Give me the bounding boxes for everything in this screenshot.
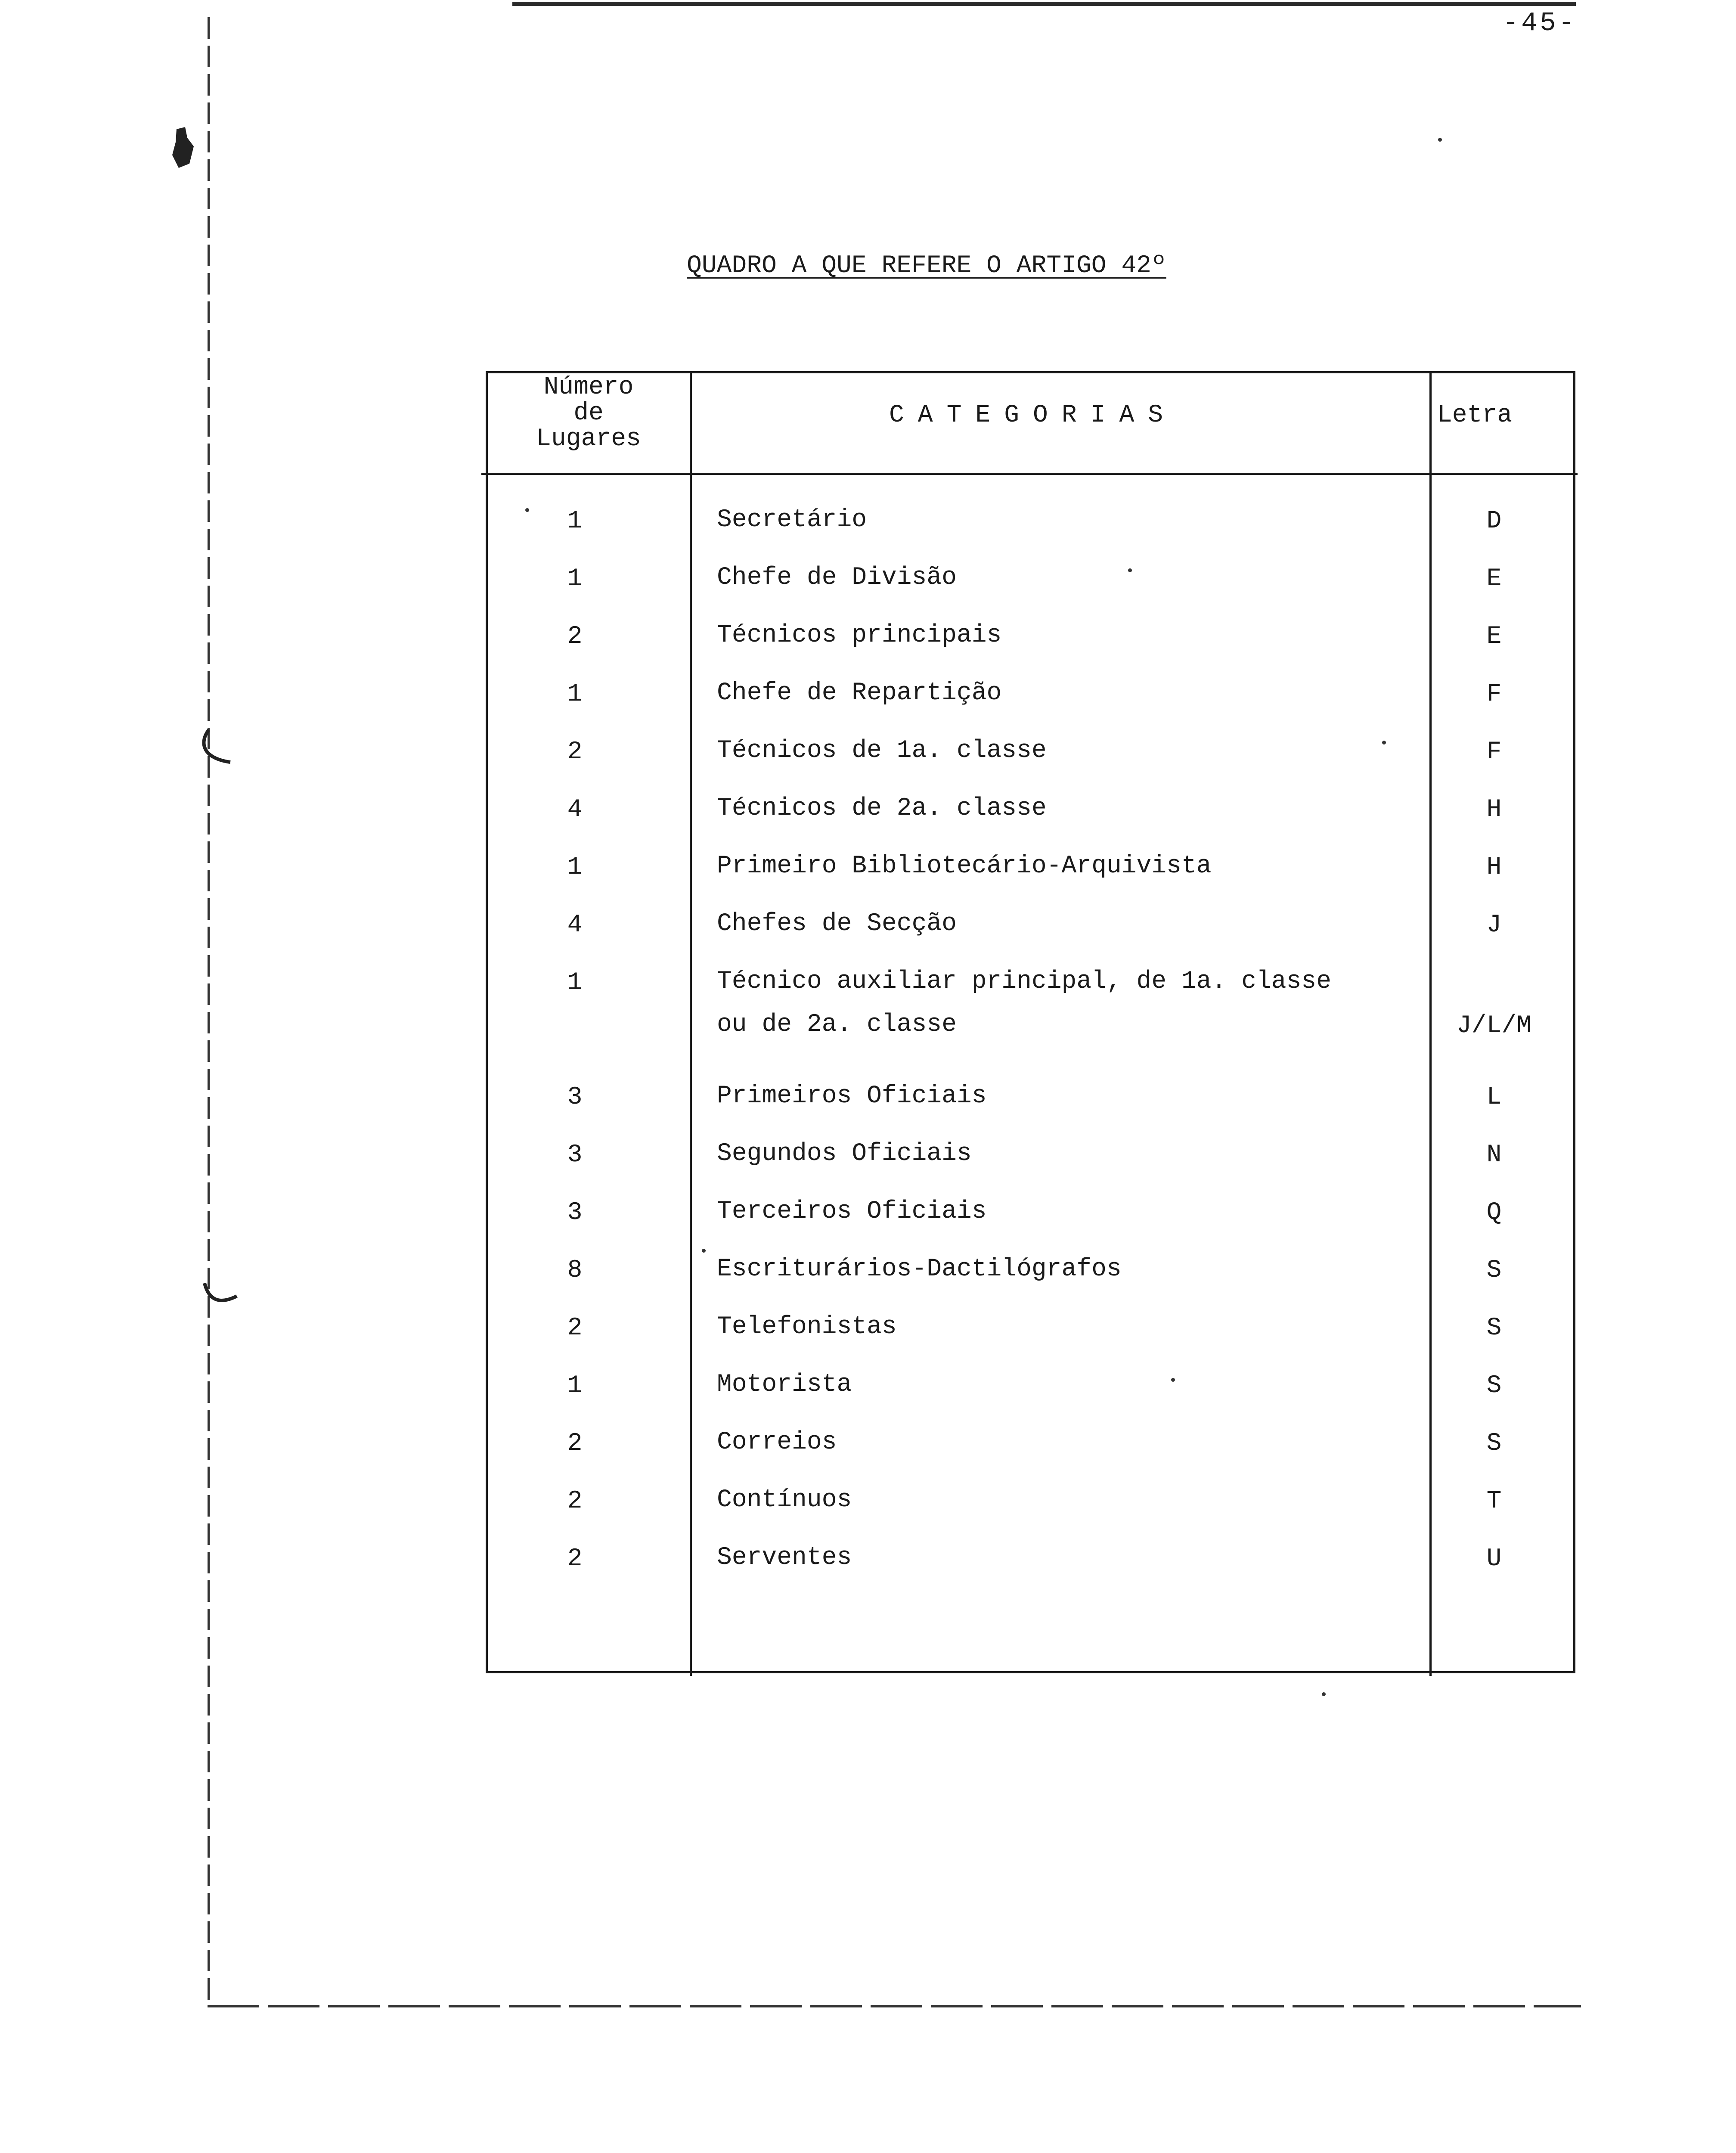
table-row <box>0 1314 1736 1366</box>
cell-category: Escriturários-Dactilógrafos <box>717 1255 1122 1283</box>
cell-letter: H <box>1486 796 1502 824</box>
table-row <box>0 796 1736 847</box>
cell-letter: E <box>1486 623 1502 651</box>
table-row <box>0 853 1736 905</box>
cell-letter: S <box>1486 1314 1502 1342</box>
cell-places: 2 <box>567 1314 583 1342</box>
cell-letter: J <box>1486 911 1502 939</box>
cell-category: Secretário <box>717 506 867 534</box>
header-rule <box>481 473 1578 475</box>
header-places: Número de Lugares <box>536 373 641 453</box>
cell-category: Motorista <box>717 1371 852 1399</box>
cell-category: Técnico auxiliar principal, de 1a. classe ou de 2a. classe <box>717 968 1332 1039</box>
cell-category: Técnicos de 1a. classe <box>717 737 1047 765</box>
cell-places: 4 <box>567 796 583 824</box>
table-row <box>0 1372 1736 1424</box>
cell-letter: E <box>1486 565 1502 593</box>
page-number: -45- <box>1503 8 1577 38</box>
cell-places: 2 <box>567 1545 583 1573</box>
table-row <box>0 1430 1736 1481</box>
cell-places: 2 <box>567 738 583 766</box>
cell-places: 3 <box>567 1083 583 1111</box>
table-row <box>0 738 1736 790</box>
cell-places: 1 <box>567 1372 583 1400</box>
table-row <box>0 1141 1736 1193</box>
cell-letter: D <box>1486 507 1502 535</box>
cell-letter: J/L/M <box>1456 1012 1532 1040</box>
cell-places: 3 <box>567 1141 583 1169</box>
cell-letter: Q <box>1486 1199 1502 1227</box>
paper-speck <box>1438 138 1442 142</box>
table-row <box>0 1545 1736 1597</box>
cell-category: Chefe de Divisão <box>717 564 957 592</box>
paper-speck <box>1382 741 1386 745</box>
header-letter: Letra <box>1437 401 1513 429</box>
table-row <box>0 911 1736 963</box>
cell-places: 1 <box>567 969 583 997</box>
table-row <box>0 507 1736 559</box>
cell-letter: U <box>1486 1545 1502 1573</box>
table-row <box>0 968 1736 1040</box>
table-row <box>0 1256 1736 1308</box>
cell-category: Telefonistas <box>717 1313 897 1341</box>
cell-letter: N <box>1486 1141 1502 1169</box>
cell-letter: F <box>1486 680 1502 708</box>
binder-mark-icon <box>164 125 198 172</box>
cell-category: Serventes <box>717 1544 852 1572</box>
paper-speck <box>1128 568 1132 572</box>
table-row <box>0 680 1736 732</box>
cell-places: 2 <box>567 623 583 651</box>
paper-speck <box>1171 1378 1175 1382</box>
cell-category: Primeiros Oficiais <box>717 1082 987 1110</box>
bottom-rule <box>208 2005 1581 2007</box>
table-row <box>0 1199 1736 1250</box>
paper-speck <box>525 508 529 512</box>
cell-places: 4 <box>567 911 583 939</box>
table-row <box>0 565 1736 617</box>
paper-speck <box>702 1249 706 1253</box>
cell-letter: S <box>1486 1372 1502 1400</box>
cell-places: 2 <box>567 1430 583 1458</box>
cell-category: Correios <box>717 1428 837 1456</box>
cell-letter: T <box>1486 1487 1502 1515</box>
cell-places: 1 <box>567 680 583 708</box>
header-categories: CATEGORIAS <box>889 401 1177 429</box>
document-title: QUADRO A QUE REFERE O ARTIGO 42º <box>687 252 1166 280</box>
table-row <box>0 1083 1736 1135</box>
paper-speck <box>1322 1692 1326 1696</box>
cell-letter: H <box>1486 853 1502 881</box>
cell-letter: S <box>1486 1256 1502 1284</box>
table-row <box>0 623 1736 674</box>
cell-places: 3 <box>567 1199 583 1227</box>
cell-places: 2 <box>567 1487 583 1515</box>
cell-places: 1 <box>567 507 583 535</box>
cell-category: Primeiro Bibliotecário-Arquivista <box>717 852 1212 880</box>
cell-category: Segundos Oficiais <box>717 1140 972 1168</box>
cell-letter: L <box>1486 1083 1502 1111</box>
cell-places: 1 <box>567 565 583 593</box>
cell-letter: F <box>1486 738 1502 766</box>
cell-category: Técnicos principais <box>717 621 1002 649</box>
cell-category: Chefe de Repartição <box>717 679 1002 707</box>
cell-category: Técnicos de 2a. classe <box>717 794 1047 822</box>
cell-places: 1 <box>567 853 583 881</box>
table-row <box>0 1487 1736 1539</box>
cell-places: 8 <box>567 1256 583 1284</box>
cell-category: Terceiros Oficiais <box>717 1197 987 1225</box>
cell-category: Contínuos <box>717 1486 852 1514</box>
cell-letter: S <box>1486 1430 1502 1458</box>
top-rule <box>512 2 1576 6</box>
cell-category: Chefes de Secção <box>717 910 957 938</box>
